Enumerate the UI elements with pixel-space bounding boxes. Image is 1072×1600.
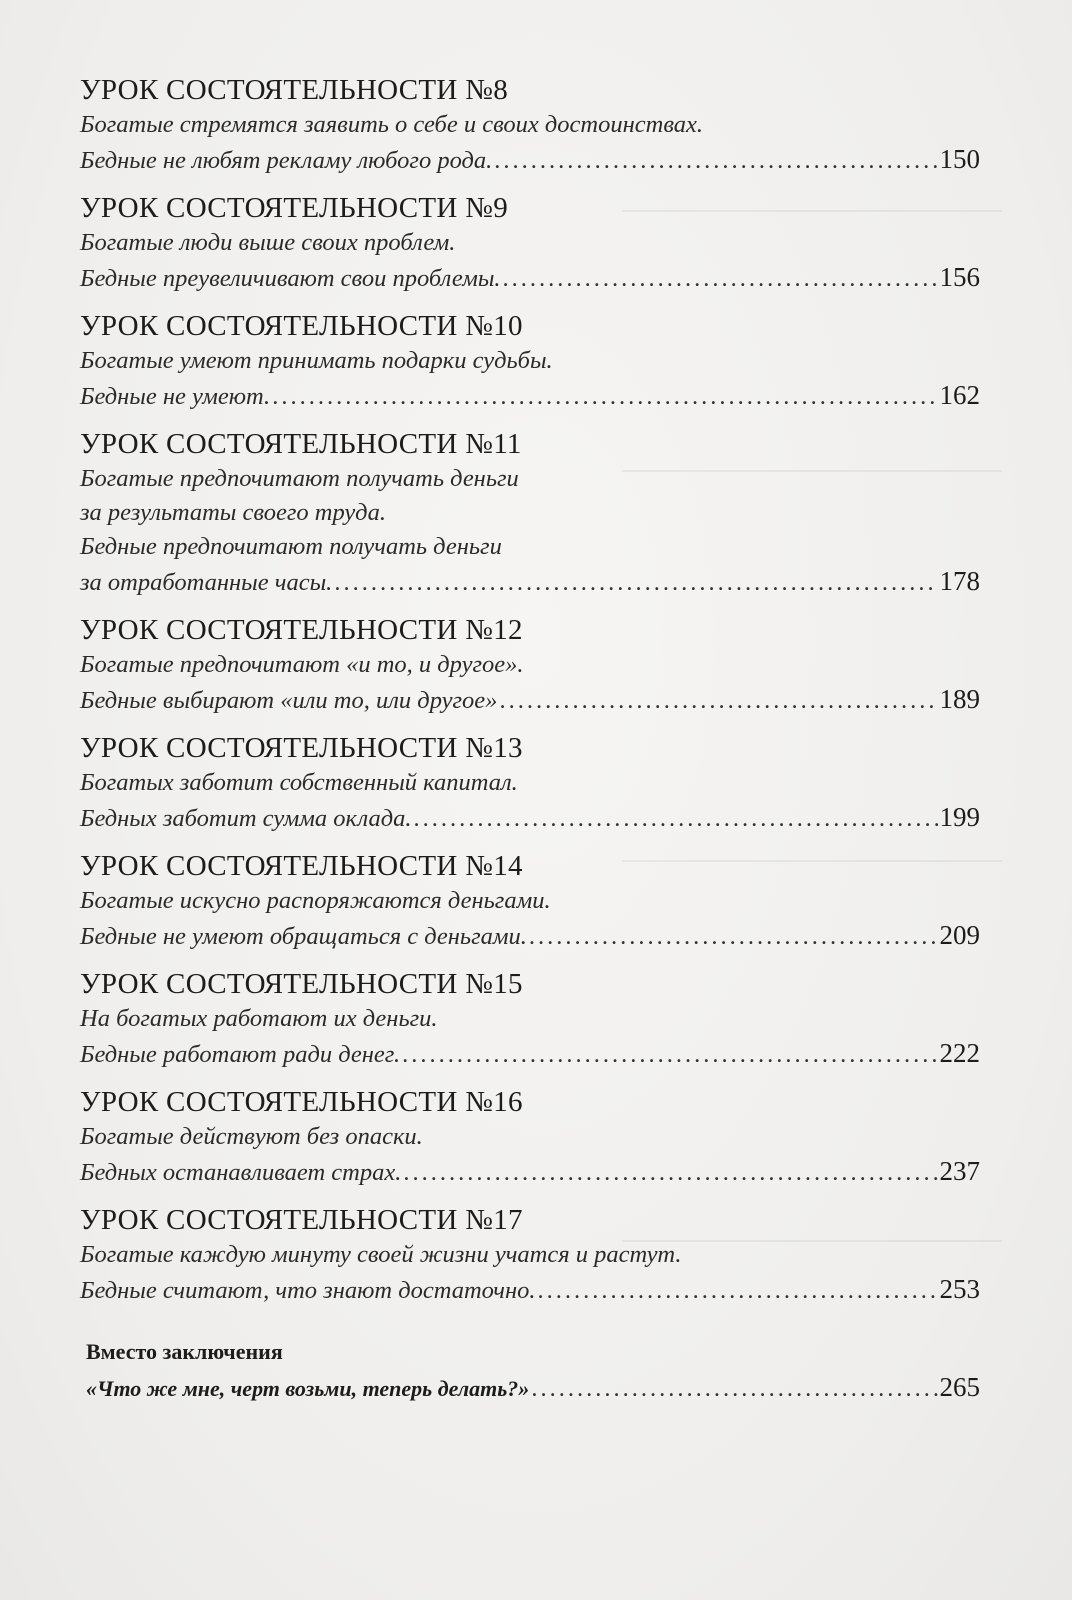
lesson-subtitle-last-line: Бедных останавливает страх.	[80, 1159, 402, 1186]
toc-entry[interactable]	[80, 612, 980, 718]
page-number: 199	[939, 802, 980, 832]
page-number: 162	[939, 380, 980, 410]
leader-row	[80, 1272, 980, 1308]
conclusion-title: Вместо заключения	[86, 1339, 283, 1364]
page-number: 265	[939, 1372, 980, 1402]
leader-row	[80, 564, 980, 600]
leader-row	[80, 260, 980, 296]
toc-entry[interactable]	[80, 848, 980, 954]
lesson-heading: УРОК СОСТОЯТЕЛЬНОСТИ №8	[80, 74, 508, 106]
lesson-subtitle-line: Богатые люди выше своих проблем.	[80, 229, 456, 256]
lesson-heading: УРОК СОСТОЯТЕЛЬНОСТИ №17	[80, 1204, 523, 1236]
conclusion-line[interactable]	[80, 1370, 980, 1406]
dot-leader	[272, 380, 937, 414]
lesson-heading: УРОК СОСТОЯТЕЛЬНОСТИ №14	[80, 850, 523, 882]
page-number: 156	[939, 262, 980, 292]
lesson-subtitle-last-line: Бедные преувеличивают свои проблемы.	[80, 265, 501, 292]
lesson-subtitle-last-line: Бедных заботит сумма оклада.	[80, 805, 412, 832]
lesson-subtitle-line: Богатые действуют без опаски.	[80, 1123, 423, 1150]
leader-row	[80, 378, 980, 414]
lesson-heading: УРОК СОСТОЯТЕЛЬНОСТИ №11	[80, 428, 522, 460]
dot-leader	[494, 144, 937, 178]
lesson-subtitle-line: Богатых заботит собственный капитал.	[80, 769, 518, 796]
lesson-heading: УРОК СОСТОЯТЕЛЬНОСТИ №13	[80, 732, 523, 764]
lesson-heading: УРОК СОСТОЯТЕЛЬНОСТИ №16	[80, 1086, 523, 1118]
conclusion-text: «Что же мне, черт возьми, теперь делать?»	[86, 1376, 530, 1401]
lesson-subtitle-line: Богатые искусно распоряжаются деньгами.	[80, 887, 551, 914]
dot-leader	[414, 802, 938, 836]
lesson-subtitle-line: Богатые предпочитают получать деньги	[80, 465, 519, 492]
lesson-subtitle-last-line: Бедные не любят рекламу любого рода.	[80, 147, 493, 174]
lesson-subtitle-last-line: Бедные выбирают «или то, или другое»	[80, 687, 498, 714]
lesson-heading: УРОК СОСТОЯТЕЛЬНОСТИ №10	[80, 310, 523, 342]
dot-leader	[402, 1038, 937, 1072]
lesson-subtitle-line: за результаты своего труда.	[80, 499, 386, 526]
dot-leader	[499, 684, 937, 718]
leader-row	[80, 918, 980, 954]
dot-leader	[403, 1156, 937, 1190]
toc-entry[interactable]	[80, 966, 980, 1072]
dot-leader	[531, 1372, 937, 1406]
leader-row	[80, 1154, 980, 1190]
leader-row	[80, 800, 980, 836]
lesson-subtitle-last-line: за отработанные часы.	[80, 569, 333, 596]
toc-entry[interactable]	[80, 426, 980, 600]
dot-leader	[538, 1274, 938, 1308]
page-number: 189	[939, 684, 980, 714]
toc-entry[interactable]	[80, 730, 980, 836]
dot-leader	[503, 262, 938, 296]
page-number: 237	[939, 1156, 980, 1186]
leader-row	[80, 682, 980, 718]
dot-leader	[334, 566, 937, 600]
lesson-subtitle-line: На богатых работают их деньги.	[80, 1005, 438, 1032]
lesson-subtitle-last-line: Бедные не умеют обращаться с деньгами.	[80, 923, 527, 950]
conclusion-entry	[80, 1334, 980, 1406]
toc-entry[interactable]	[80, 308, 980, 414]
page-number: 178	[939, 566, 980, 596]
lesson-heading: УРОК СОСТОЯТЕЛЬНОСТИ №9	[80, 192, 508, 224]
page-number: 253	[939, 1274, 980, 1304]
page-number: 222	[939, 1038, 980, 1068]
lesson-heading: УРОК СОСТОЯТЕЛЬНОСТИ №12	[80, 614, 523, 646]
lesson-heading: УРОК СОСТОЯТЕЛЬНОСТИ №15	[80, 968, 523, 1000]
lesson-subtitle-last-line: Бедные считают, что знают достаточно.	[80, 1277, 536, 1304]
table-of-contents	[80, 72, 980, 1406]
lesson-subtitle-line: Богатые стремятся заявить о себе и своих достоинствах.	[80, 111, 704, 138]
leader-row	[80, 142, 980, 178]
toc-entry[interactable]	[80, 190, 980, 296]
lesson-subtitle-line: Богатые умеют принимать подарки судьбы.	[80, 347, 553, 374]
lesson-subtitle-last-line: Бедные не умеют.	[80, 383, 271, 410]
leader-row	[80, 1036, 980, 1072]
page-number: 209	[939, 920, 980, 950]
dot-leader	[529, 920, 938, 954]
lesson-subtitle-line: Богатые каждую минуту своей жизни учатся и растут.	[80, 1241, 682, 1268]
toc-entry[interactable]	[80, 72, 980, 178]
page-number: 150	[939, 144, 980, 174]
lesson-subtitle-line: Богатые предпочитают «и то, и другое».	[80, 651, 524, 678]
toc-entry[interactable]	[80, 1084, 980, 1190]
lesson-subtitle-last-line: Бедные работают ради денег.	[80, 1041, 401, 1068]
toc-entry[interactable]	[80, 1202, 980, 1308]
lesson-subtitle-line: Бедные предпочитают получать деньги	[80, 533, 502, 560]
